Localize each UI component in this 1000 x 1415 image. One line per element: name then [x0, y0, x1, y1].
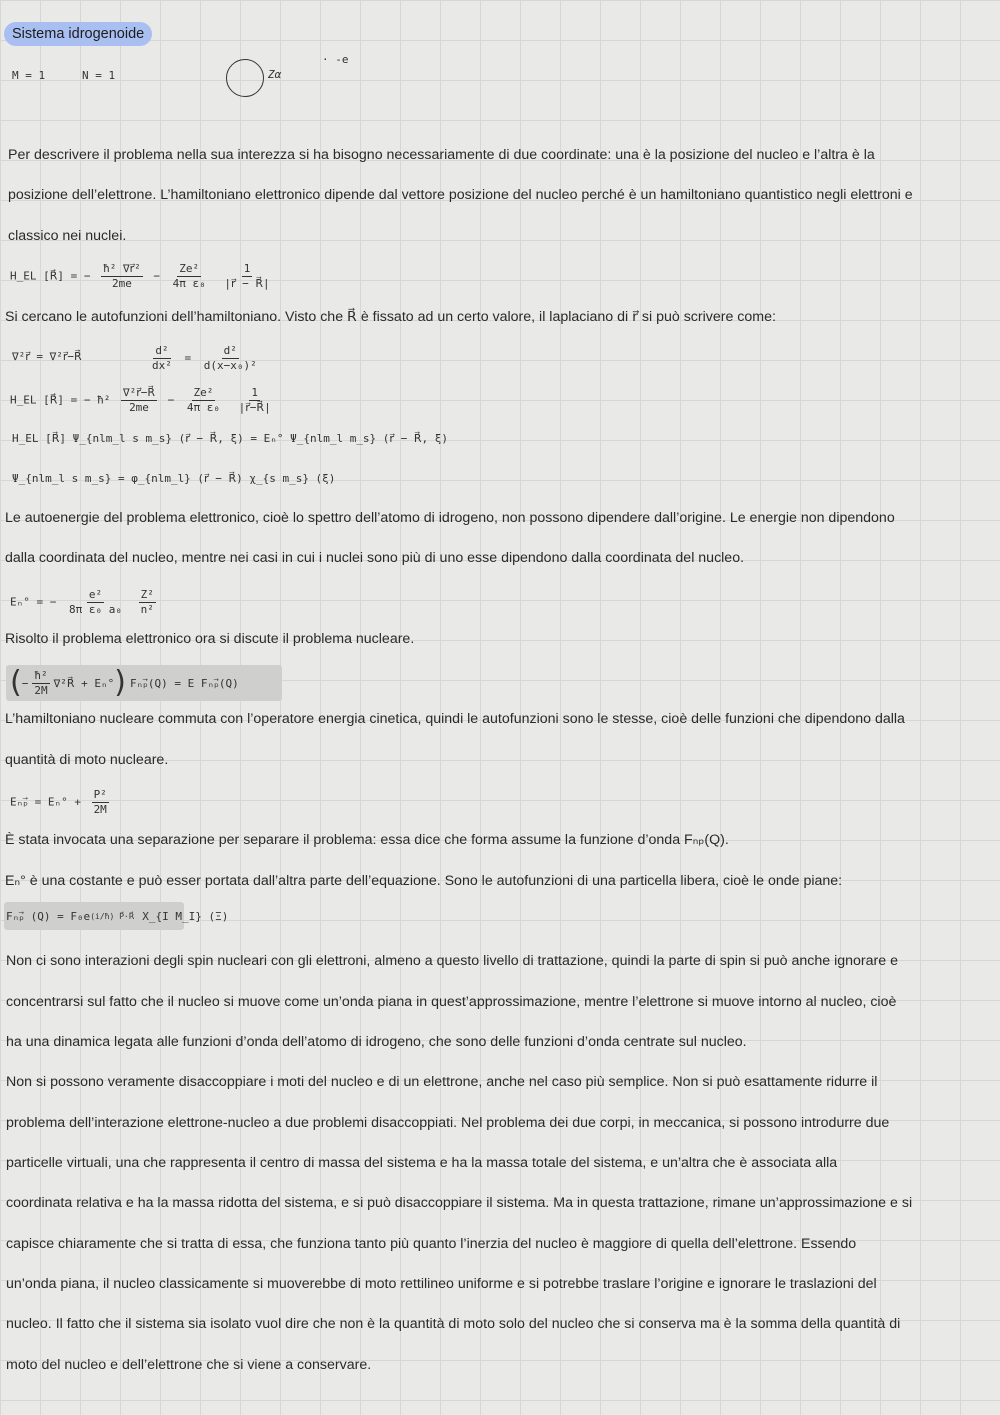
paragraph-line: coordinata relativa e ha la massa ridotta del sistema, e si può disaccoppiare il sistema. Ma in questa trattazione, rimane un’approssimazione e si [6, 1195, 913, 1211]
paragraph-line: un’onda piana, il nucleo classicamente si muoverebbe di moto rettilineo uniforme e si potrebbe traslare l’origine e ignorare le traslazioni del [6, 1276, 877, 1292]
hamiltonian-equation: H_EL [R⃗] = − $\frac{\text{ħ² ∇r⃗²}}{2me}$ − $\frac{\text{Ze²}}{\text{4π ε₀}}$ $\frac{1}{|r⃗ - R⃗|}$ [10, 262, 270, 290]
paragraph-line: moto del nucleo e dell’elettrone che si viene a conservare. [6, 1357, 372, 1373]
paragraph-line: classico nei nuclei. [8, 228, 127, 244]
paragraph-line: Le autoenergie del problema elettronico, cioè lo spettro dell’atomo di idrogeno, non possono dipendere dall’origine. Le energie non dipendono [5, 510, 895, 526]
electron-note: · -e [322, 53, 349, 66]
paragraph-line: Risolto il problema elettronico ora si discute il problema nucleare. [5, 631, 415, 647]
paragraph-line: Si cercano le autofunzioni dell’hamiltoniano. Visto che R⃗ è fissato ad un certo valore, il laplaciano di r⃗ si può scrivere come: [5, 309, 776, 325]
mass-note: M = 1 [12, 69, 46, 82]
derivative-equation: $\frac{\text{d²}}{\text{dx²}}$ = $\frac{\text{d²}}{\text{d(x−x₀)²}}$ [152, 344, 257, 372]
paragraph-line: capisce chiaramente che si tratta di essa, che funziona tanto più quanto l’inerzia del nucleo è maggiore di quella dell’elettrone. Essendo [6, 1236, 857, 1252]
total-energy-equation: Eₙₚ⃗ = Eₙ° + $\frac{\text{P²}}{2M}$ [10, 788, 107, 816]
hamiltonian-shifted-equation: H_EL [R⃗] = − ħ² $\frac{\text{∇²r⃗−R⃗}}{2me}$ − $\frac{\text{Ze²}}{\text{4π ε₀}}$ $\frac{1}{|r⃗-R⃗|}$ [10, 386, 271, 414]
paragraph-line: particelle virtuali, una che rappresenta il centro di massa del sistema e ha la massa totale del sistema, e un’altra che è associata alla [6, 1155, 838, 1171]
hydrogen-energy-equation: Eₙ° = − $\frac{\text{e²}}{\text{8π ε₀ a₀}}$ $\frac{\text{Z²}}{\text{n²}}$ [10, 588, 154, 616]
paragraph-line: quantità di moto nucleare. [5, 752, 169, 768]
paragraph-line: nucleo. Il fatto che il sistema sia isolato vuol dire che non è la quantità di moto solo del nucleo che si conserva ma è la somma della quantità di [6, 1316, 901, 1332]
paragraph-line: dalla coordinata del nucleo, mentre nei casi in cui i nuclei sono più di uno esse dipendono dalla coordinata del nucleo. [5, 550, 745, 566]
paragraph-line: Non si possono veramente disaccoppiare i moti del nucleo e di un elettrone, anche nel caso più semplice. Non si può esattamente ridurre il [6, 1074, 878, 1090]
paragraph-line: Non ci sono interazioni degli spin nucleari con gli elettroni, almeno a questo livello di trattazione, quindi la parte di spin si può anche ignorare e [6, 953, 898, 969]
paragraph-line: L’hamiltoniano nucleare commuta con l’operatore energia cinetica, quindi le autofunzioni sono le stesse, cioè delle funzioni che dipendono dalla [5, 711, 905, 727]
paragraph-line: Eₙ° è una costante e può esser portata dall’altra parte dell’equazione. Sono le autofunzioni di una particella libera, cioè le onde piane: [5, 873, 843, 889]
paragraph-line: posizione dell’elettrone. L’hamiltoniano elettronico dipende dal vettore posizione del nucleo perché è un hamiltoniano quantistico negli elettroni e [8, 187, 913, 203]
nucleus-circle-icon [226, 59, 264, 97]
wavefunction-equation: Ψ_{nlm_l s m_s} = φ_{nlm_l} (r⃗ − R⃗) χ_{s m_s} (ξ) [12, 472, 336, 485]
paragraph-line: concentrarsi sul fatto che il nucleo si muove come un’onda piana in quest’approssimazione, mentre l’elettrone si muove intorno al nucleo, cioè [6, 994, 897, 1010]
plane-wave-equation: Fₙₚ⃗ (Q) = F₀e (i/ħ) P⃗·R⃗ X_{I M_I} (Ξ) [4, 902, 184, 930]
paragraph-line: È stata invocata una separazione per separare il problema: essa dice che forma assume la funzione d’onda Fₙₚ(Q). [5, 832, 729, 848]
n-note: N = 1 [82, 69, 116, 82]
charge-note: Zα [268, 68, 282, 81]
page-title: Sistema idrogenoide [4, 22, 152, 46]
eigenvalue-equation: H_EL [R⃗] Ψ_{nlm_l s m_s} (r⃗ − R⃗, ξ) = Eₙ° Ψ_{nlm_l m_s} (r⃗ − R⃗, ξ) [12, 432, 448, 445]
paragraph-line: ha una dinamica legata alle funzioni d’onda dell’atomo di idrogeno, che sono delle funzioni d’onda centrate sul nucleo. [6, 1034, 747, 1050]
laplacian-equation: ∇²r⃗ = ∇²r⃗−R⃗ [12, 350, 82, 363]
nuclear-equation: ( − $\frac{\text{ħ²}}{2M}$ ∇²R⃗ + Eₙ° ) Fₙₚ⃗(Q) = E Fₙₚ⃗(Q) [6, 665, 282, 701]
left-paren: ( [10, 665, 22, 700]
paragraph-line: problema dell’interazione elettrone-nucleo a due problemi disaccoppiati. Nel problema dei due corpi, in meccanica, si possono introdurre due [6, 1115, 890, 1131]
paragraph-line: Per descrivere il problema nella sua interezza si ha bisogno necessariamente di due coordinate: una è la posizione del nucleo e l’altra è la [8, 147, 875, 163]
right-paren: ) [114, 665, 126, 700]
